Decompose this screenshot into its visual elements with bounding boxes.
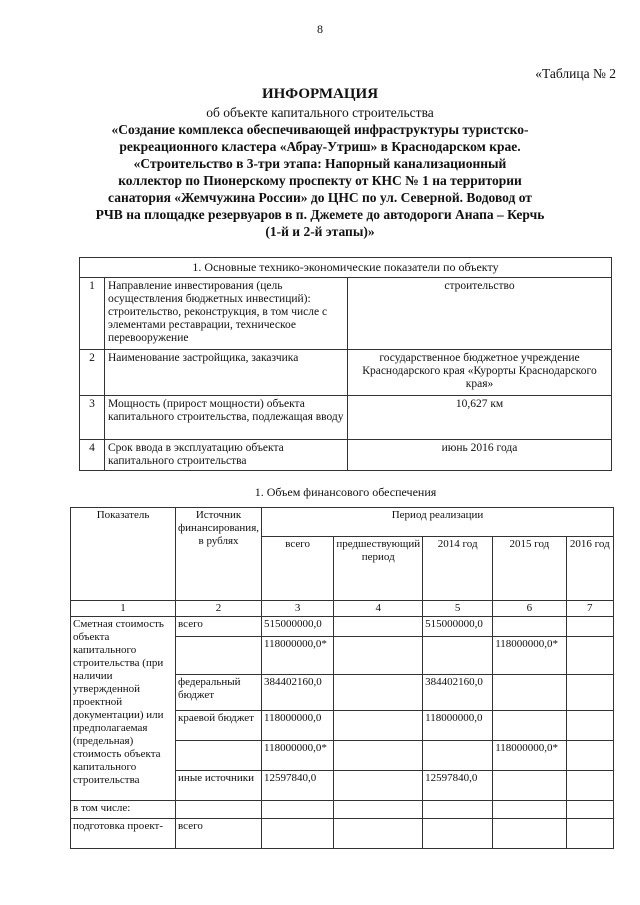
column-number: 3 (262, 601, 334, 617)
table-reference: «Таблица № 2 (535, 66, 616, 81)
header-prev: предшествующий период (334, 537, 423, 601)
column-numbers-row (71, 601, 614, 617)
header-2016: 2016 год (566, 537, 613, 601)
y2016-cell (566, 637, 613, 675)
row-number: 4 (80, 440, 105, 471)
row-value: июнь 2016 года (348, 440, 612, 471)
column-number: 2 (176, 601, 262, 617)
row-number: 2 (80, 350, 105, 396)
total-cell: 384402160,0 (262, 675, 334, 711)
section1-title: 1. Основные технико-экономические показатели по объекту (80, 258, 612, 278)
header-indicator: Показатель (71, 508, 176, 601)
row-label: Наименование застройщика, заказчика (105, 350, 348, 396)
y2016-cell (566, 711, 613, 741)
document-heading: ИНФОРМАЦИЯ (261, 86, 379, 102)
column-number: 6 (493, 601, 566, 617)
row-value: государственное бюджетное учреждение Краснодарского края «Курорты Краснодарского края» (348, 350, 612, 396)
y2015-cell: 118000000,0* (493, 637, 566, 675)
row-number: 3 (80, 396, 105, 440)
table-row (71, 617, 614, 637)
column-number: 1 (71, 601, 176, 617)
total-cell: 118000000,0* (262, 741, 334, 771)
y2014-cell: 515000000,0 (423, 617, 493, 637)
financing-table (70, 507, 614, 849)
y2016-cell (566, 771, 613, 801)
column-number: 7 (566, 601, 613, 617)
prev-cell (334, 637, 423, 675)
object-line: коллектор по Пионерскому проспекту от КНС № 1 на территории (118, 173, 522, 188)
y2015-cell: 118000000,0* (493, 741, 566, 771)
source-cell: краевой бюджет (176, 711, 262, 741)
source-cell: всего (176, 819, 262, 849)
source-cell: федеральный бюджет (176, 675, 262, 711)
y2015-cell (493, 617, 566, 637)
y2016-cell (566, 617, 613, 637)
total-cell: 118000000,0* (262, 637, 334, 675)
source-cell (176, 637, 262, 675)
row-value: строительство (348, 278, 612, 350)
indicators-table (79, 257, 612, 471)
object-line: РЧВ на площадке резервуаров в п. Джемете до автодороги Анапа – Керчь (95, 207, 545, 222)
total-cell: 12597840,0 (262, 771, 334, 801)
y2015-cell (493, 675, 566, 711)
table-row (80, 350, 612, 396)
source-cell (176, 741, 262, 771)
prev-cell (334, 741, 423, 771)
indicator-cell: подготовка проект- (71, 819, 176, 849)
header-total: всего (262, 537, 334, 601)
row-label: Направление инвестирования (цель осуществления бюджетных инвестиций): строительство, реконструкция, в том числе с элементами реставрации, техническое перевооружение (105, 278, 348, 350)
object-line: «Строительство в 3-три этапа: Напорный канализационный (133, 156, 507, 171)
prev-cell (334, 617, 423, 637)
table-row (71, 819, 614, 849)
table-row (80, 396, 612, 440)
prev-cell (334, 771, 423, 801)
object-line: (1-й и 2-й этапы)» (265, 224, 375, 239)
object-line: рекреационного кластера «Абрау-Утриш» в Краснодарском крае. (119, 139, 521, 154)
object-line: «Создание комплекса обеспечивающей инфраструктуры туристско- (111, 122, 529, 137)
source-cell: всего (176, 617, 262, 637)
including-label: в том числе: (71, 801, 176, 819)
section2-title: 1. Объем финансового обеспечения (254, 485, 437, 499)
row-value: 10,627 км (348, 396, 612, 440)
header-source: Источник финансирования, в рублях (176, 508, 262, 601)
y2016-cell (566, 741, 613, 771)
prev-cell (334, 711, 423, 741)
y2016-cell (566, 675, 613, 711)
total-cell: 515000000,0 (262, 617, 334, 637)
column-number: 5 (423, 601, 493, 617)
row-label: Срок ввода в эксплуатацию объекта капитального строительства (105, 440, 348, 471)
prev-cell (334, 675, 423, 711)
source-cell: иные источники (176, 771, 262, 801)
document-subheading: об объекте капитального строительства (206, 105, 434, 120)
table-row (71, 801, 614, 819)
row-label: Мощность (прирост мощности) объекта капитального строительства, подлежащая вводу (105, 396, 348, 440)
row-number: 1 (80, 278, 105, 350)
y2015-cell (493, 771, 566, 801)
y2014-cell: 384402160,0 (423, 675, 493, 711)
total-cell: 118000000,0 (262, 711, 334, 741)
table-row (80, 278, 612, 350)
y2015-cell (493, 711, 566, 741)
header-2014: 2014 год (423, 537, 493, 601)
y2014-cell (423, 741, 493, 771)
y2014-cell: 118000000,0 (423, 711, 493, 741)
header-period: Период реализации (262, 508, 614, 537)
indicator-cell: Сметная стоимость объекта капитального строительства (при наличии утвержденной проектной документации) или предполагаемая (предельная) стоимость объекта капитального строительства (71, 617, 176, 801)
object-line: санатория «Жемчужина России» до ЦНС по ул. Северной. Водовод от (108, 190, 532, 205)
y2014-cell (423, 637, 493, 675)
y2014-cell: 12597840,0 (423, 771, 493, 801)
column-number: 4 (334, 601, 423, 617)
table-row (80, 440, 612, 471)
page-number: 8 (317, 22, 323, 36)
header-2015: 2015 год (493, 537, 566, 601)
object-name (20, 121, 620, 240)
